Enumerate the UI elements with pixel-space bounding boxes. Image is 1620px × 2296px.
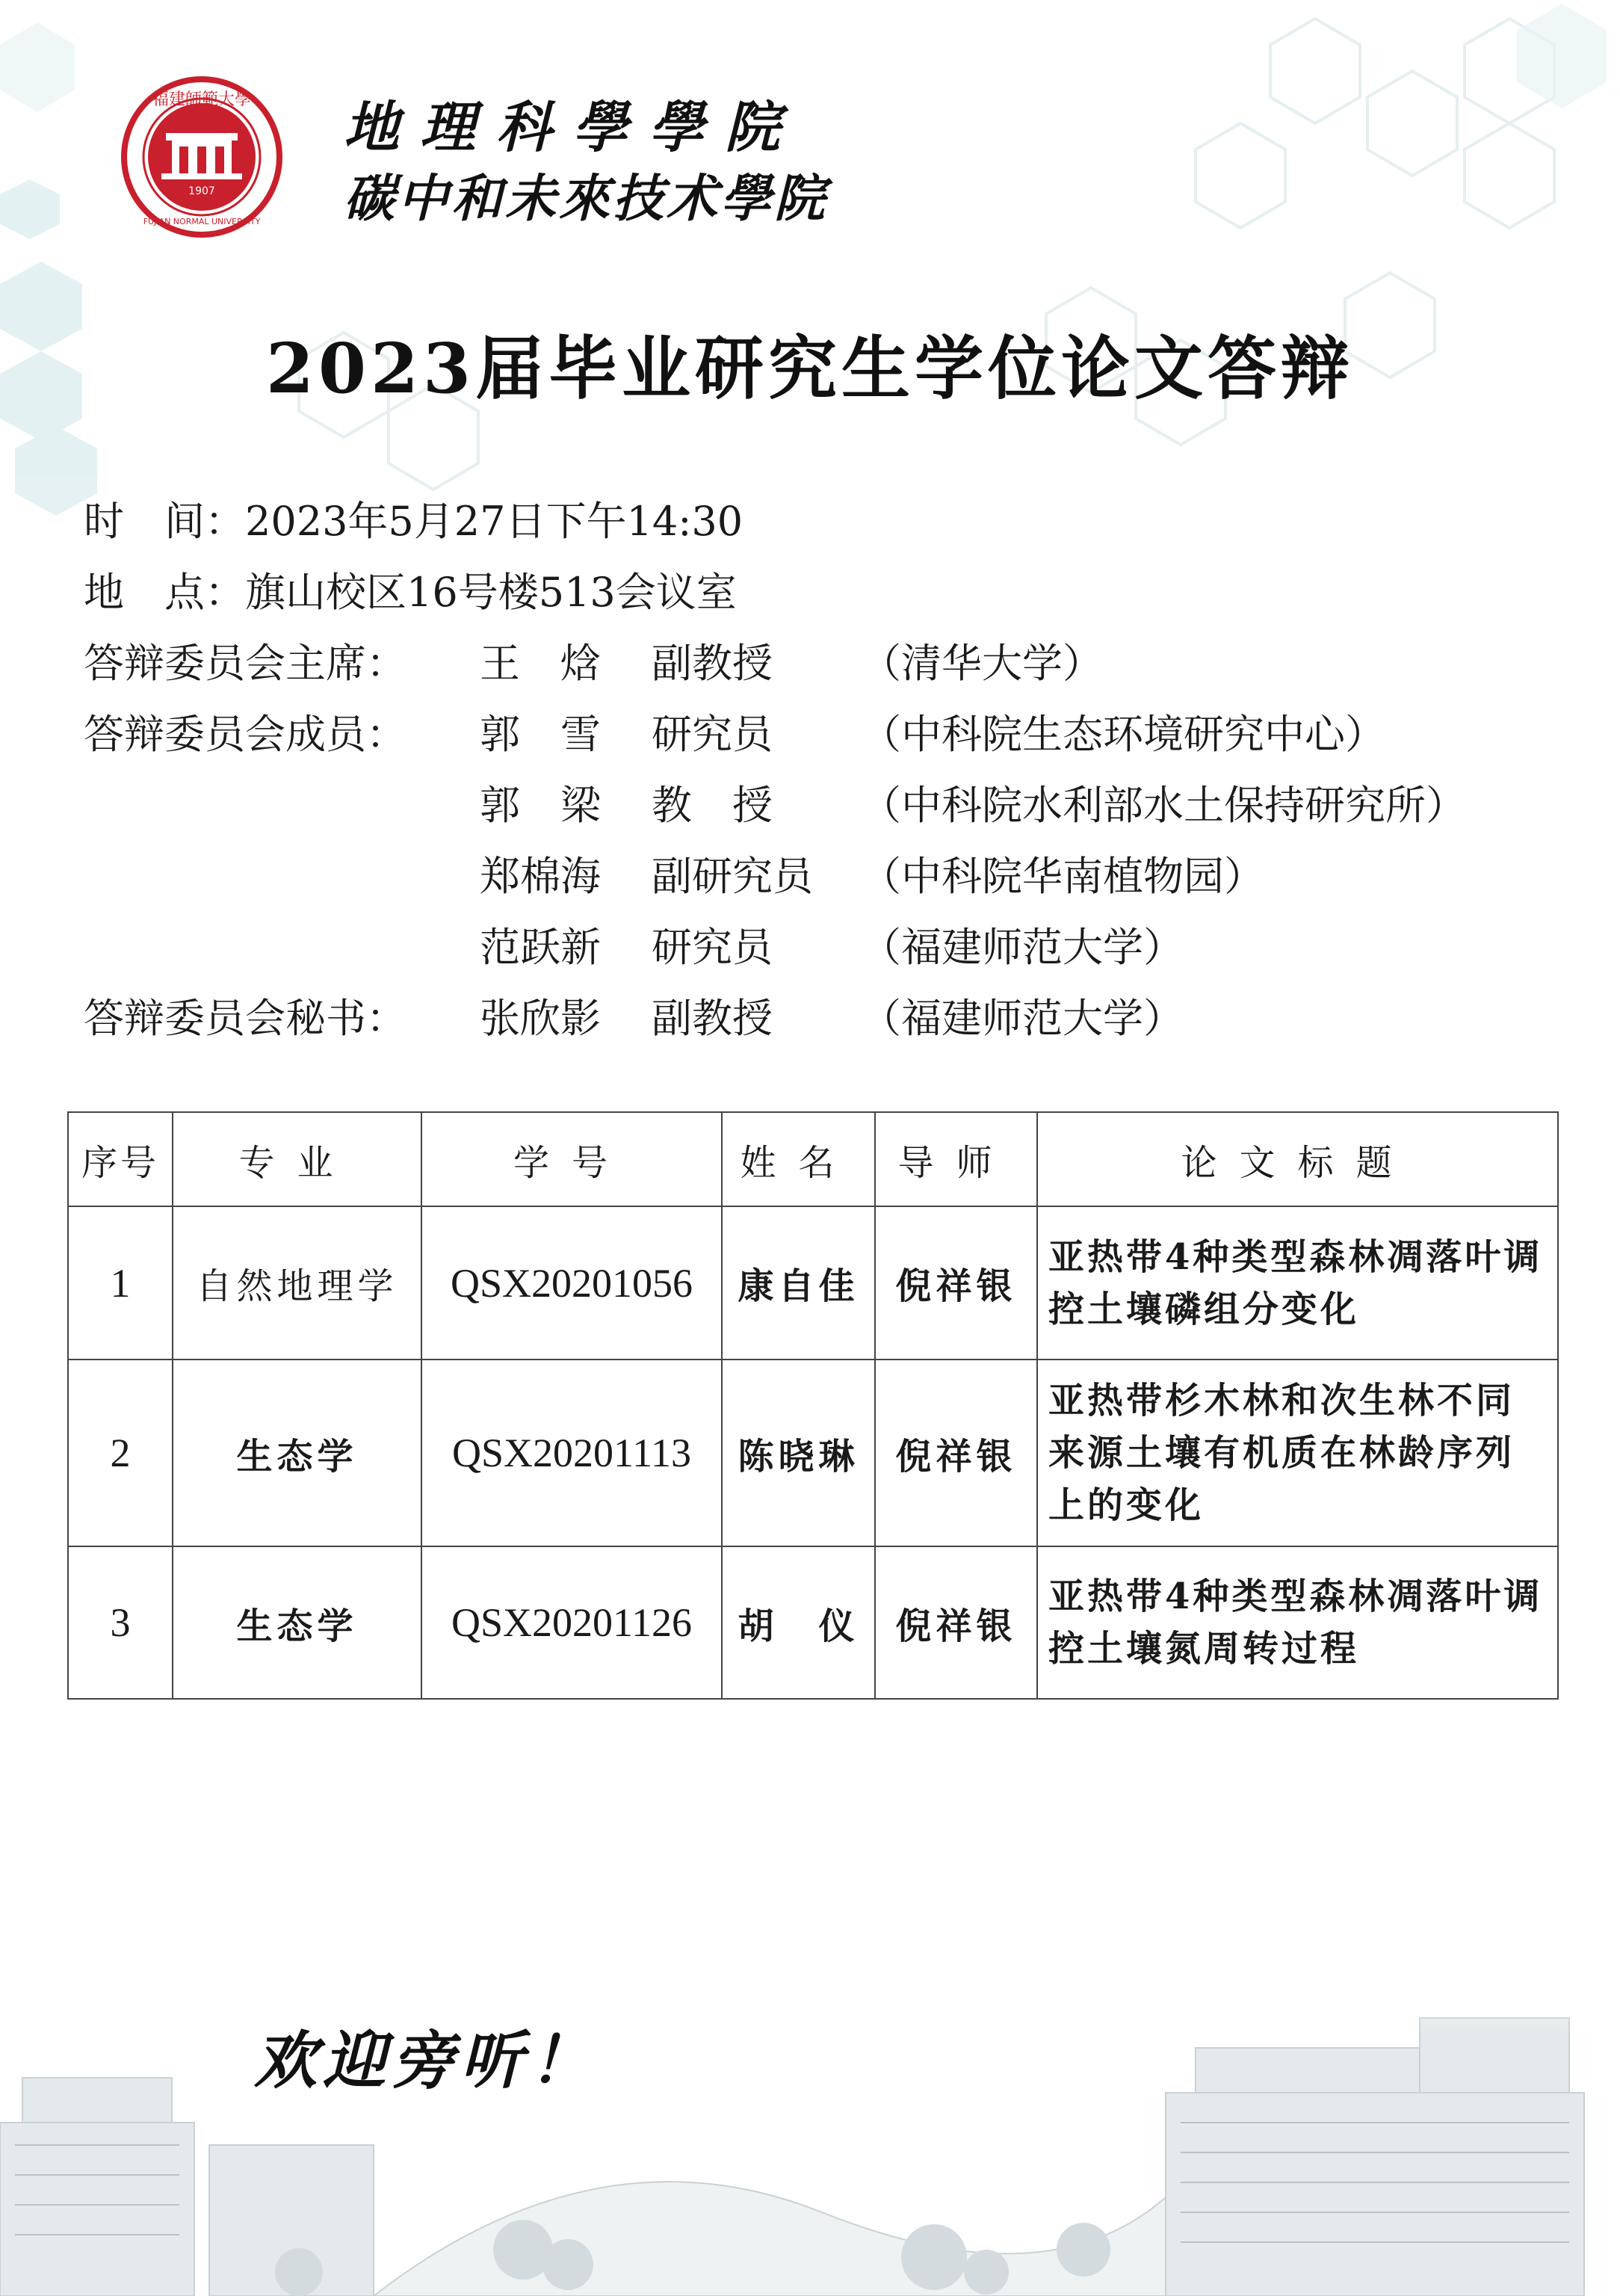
svg-text:福建師範大學: 福建師範大學 [152,90,252,109]
place-row [84,557,1578,628]
member-org: （中科院华南植物园） [861,853,1264,900]
institute-name: 碳中和未來技术學院 [344,169,829,229]
time-label: 时 间：2023年5月27日下午14:30 [84,498,743,545]
row-no: 2 [68,1360,173,1546]
row-no: 1 [68,1206,173,1360]
row-advisor: 倪祥银 [875,1360,1037,1546]
member-row [84,841,1578,912]
row-major: 生态学 [173,1546,421,1699]
member-title: 研究员 [652,711,773,758]
member-row [84,912,1578,983]
table-row [68,1360,1558,1546]
row-advisor: 倪祥银 [875,1206,1037,1360]
member-title: 副研究员 [652,853,813,900]
member-org: （福建师范大学） [861,924,1184,971]
campus-sketch-illustration [0,1898,1620,2296]
row-thesis-title: 亚热带4种类型森林凋落叶调控土壤氮周转过程 [1037,1546,1558,1699]
row-student-id: QSX20201113 [421,1360,722,1546]
school-name: 地理科學學院 [344,96,801,160]
column-header-id: 学号 [421,1112,722,1206]
defense-info [84,486,1578,1054]
member-org: （中科院生态环境研究中心） [861,711,1385,758]
place-label: 地 点：旗山校区16号楼513会议室 [84,569,737,616]
column-header-name: 姓名 [722,1112,875,1206]
row-thesis-title: 亚热带4种类型森林凋落叶调控土壤磷组分变化 [1037,1206,1558,1360]
secretary-row [84,983,1578,1054]
member-title: 教 授 [652,782,773,829]
row-student-name: 胡 仪 [722,1546,875,1699]
university-seal-logo [120,75,284,239]
welcome-message: 欢迎旁听！ [254,2023,599,2097]
table-header-row [68,1112,1558,1206]
row-no: 3 [68,1546,173,1699]
member-name: 范跃新 [480,924,601,971]
defense-roster-table [67,1111,1559,1700]
chair-org: （清华大学） [861,640,1103,687]
table-row [68,1546,1558,1699]
member-row [84,699,1578,770]
svg-text:1907: 1907 [188,185,215,197]
chair-label: 答辩委员会主席： [84,640,406,687]
row-student-name: 康自佳 [722,1206,875,1360]
column-header-no: 序号 [68,1112,173,1206]
svg-text:FUJIAN NORMAL UNIVERSITY: FUJIAN NORMAL UNIVERSITY [143,217,261,226]
member-name: 郑棉海 [480,853,601,900]
row-major: 自然地理学 [173,1206,421,1360]
column-header-major: 专业 [173,1112,421,1206]
row-advisor: 倪祥银 [875,1546,1037,1699]
chair-row [84,628,1578,699]
secretary-title: 副教授 [652,995,773,1042]
time-value: 2023年5月27日下午14:30 [245,498,743,545]
chair-name: 王 焓 [480,640,601,687]
row-student-name: 陈晓琳 [722,1360,875,1546]
page-title: 2023届毕业研究生学位论文答辩 [265,328,1355,409]
place-value: 旗山校区16号楼513会议室 [245,569,737,616]
time-row [84,486,1578,557]
secretary-name: 张欣影 [480,995,601,1042]
member-name: 郭 雪 [480,711,601,758]
row-major: 生态学 [173,1360,421,1546]
chair-title: 副教授 [652,640,773,687]
row-thesis-title: 亚热带杉木林和次生林不同来源土壤有机质在林龄序列上的变化 [1037,1360,1558,1546]
member-org: （中科院水利部水土保持研究所） [861,782,1466,829]
table-row [68,1206,1558,1360]
member-row [84,770,1578,841]
column-header-thesis: 论文标题 [1037,1112,1558,1206]
row-student-id: QSX20201056 [421,1206,722,1360]
secretary-org: （福建师范大学） [861,995,1184,1042]
members-label: 答辩委员会成员： [84,711,406,758]
member-title: 研究员 [652,924,773,971]
secretary-label: 答辩委员会秘书： [84,995,406,1042]
member-name: 郭 梁 [480,782,601,829]
column-header-advisor: 导师 [875,1112,1037,1206]
row-student-id: QSX20201126 [421,1546,722,1699]
